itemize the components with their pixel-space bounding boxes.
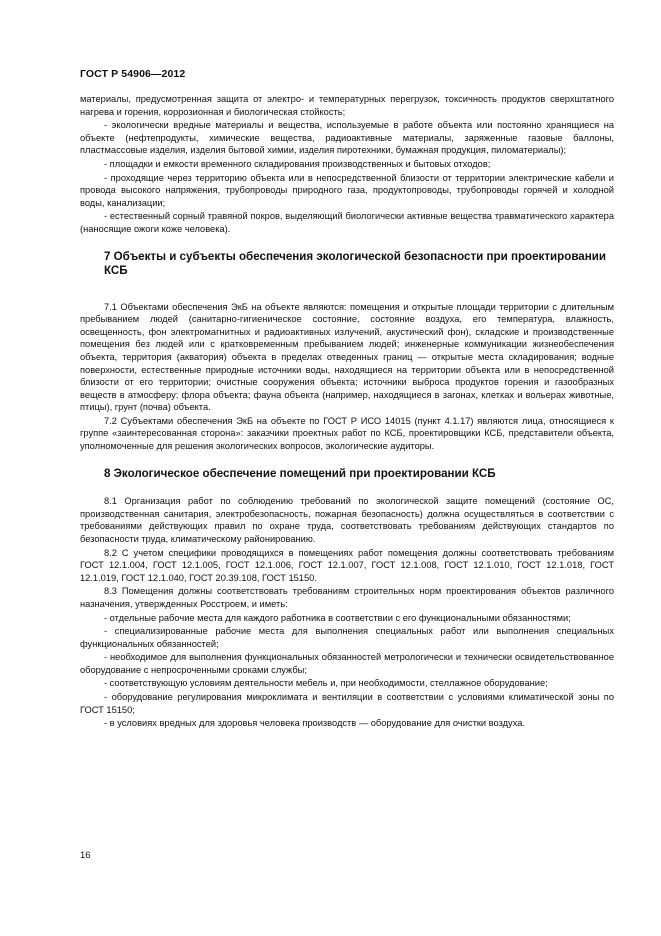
section-8-list-item-3: - необходимое для выполнения функциональных обязанностей метрологически и технически освидетельствованное оборудование с непросроченными сроками службы;	[80, 652, 614, 675]
intro-paragraph-1: - экологически вредные материалы и вещества, используемые в работе объекта или постоянно хранящиеся на объекте (нефтепродукты, химические вещества, радиоактивные материалы, заряженные газовые баллоны, пластмассовые изделия, изделия бытовой химии, изделия пиротехники, бумажная продукция, пиломатериалы);	[80, 120, 614, 156]
intro-paragraph-3: - проходящие через территорию объекта или в непосредственной близости от территории электрические кабели и провода высокого напряжения, трубопроводы природного газа, продуктопроводы, трубопроводы горячей и холодной воды, канализации;	[80, 172, 614, 208]
intro-paragraph-4: - естественный сорный травяной покров, выделяющий биологически активные вещества травматического характера (наносящие ожоги коже человека).	[80, 211, 614, 234]
section-8-list-item-2: - специализированные рабочие места для выполнения специальных работ или выполнения специальных функциональных обязанностей;	[80, 626, 614, 649]
page-number: 16	[80, 850, 91, 861]
section-8-heading: 8 Экологическое обеспечение помещений при проектировании КСБ	[104, 466, 496, 480]
section-8-paragraph-1: 8.1 Организация работ по соблюдению требований по экологической защите помещений (состояние ОС, производственная санитария, электробезопасность, пожарная безопасность) должна осуществляться в соответствии с требованиями действующих правил по охране труда, соответствовать требованиям действующих стандартов по безопасности труда, климатическому районированию.	[80, 496, 614, 544]
section-7-paragraph-1: 7.1 Объектами обеспечения ЭкБ на объекте являются: помещения и открытые площади территории с длительным пребыванием людей (санитарно-гигиеническое состояние, состояние воздуха, его температура, влажность, освещенность, фон электромагнитных и радиоактивных излучений, акустический фон), складские и производственные помещения без людей или с кратковременным пребыванием людей; инженерные коммуникации жизнеобеспечения объекта, территория (акватория) объекта в пределах отведенных границ — открытые места складирования; водные поверхности, естественные природные источники воды, находящиеся на территории объекта или в непосредственной близости от его территории; очистные сооружения объекта; источники выброса продуктов горения и газообразных веществ в атмосферу; флора объекта; фауна объекта (например, находящиеся в загонах, клетках и вольерах животные, птицы), грунт (почва) объекта.	[80, 301, 614, 413]
section-8-paragraph-3: 8.3 Помещения должны соответствовать требованиям строительных норм проектирования объектов различного назначения, утвержденных Росстроем, и иметь:	[80, 586, 614, 609]
intro-paragraph-2: - площадки и емкости временного складирования производственных и бытовых отходов;	[104, 158, 491, 169]
document-header: ГОСТ Р 54906—2012	[80, 68, 186, 80]
section-7-heading: 7 Объекты и субъекты обеспечения экологической безопасности при проектировании КСБ	[104, 249, 607, 278]
section-8-list-item-6: - в условиях вредных для здоровья человека производств — оборудование для очистки воздуха.	[104, 718, 526, 729]
document-body	[80, 93, 614, 731]
section-8-list-item-5: - оборудование регулирования микроклимата и вентиляции в соответствии с условиями климатической зоны по ГОСТ 15150;	[80, 692, 614, 715]
section-8-paragraph-2: 8.2 С учетом специфики проводящихся в помещениях работ помещения должны соответствовать требованиям ГОСТ 12.1.004, ГОСТ 12.1.005, ГОСТ 12.1.006, ГОСТ 12.1.007, ГОСТ 12.1.008, ГОСТ 12.1.010, ГОСТ 12.1.018, ГОСТ 12.1.019, ГОСТ 12.1.040, ГОСТ 20.39.108, ГОСТ 15150.	[80, 547, 614, 583]
section-8-list-item-4: - соответствующую условиям деятельности мебель и, при необходимости, стеллажное оборудование;	[104, 678, 548, 689]
section-8-list-item-1: - отдельные рабочие места для каждого работника в соответствии с его функциональными обязанностями;	[104, 612, 571, 623]
section-7-paragraph-2: 7.2 Субъектами обеспечения ЭкБ на объекте по ГОСТ Р ИСО 14015 (пункт 4.1.17) являются лица, относящиеся к группе «заинтересованная сторона»: заказчики проектных работ по КСБ, проектировщики КСБ, представители объекта, уполномоченные для решения экологических вопросов, экологические аудиторы.	[80, 415, 614, 452]
intro-paragraph-0: материалы, предусмотренная защита от электро- и температурных перегрузок, токсичность продуктов сверхштатного нагрева и горения, коррозионная и биологическая стойкость;	[80, 94, 614, 117]
